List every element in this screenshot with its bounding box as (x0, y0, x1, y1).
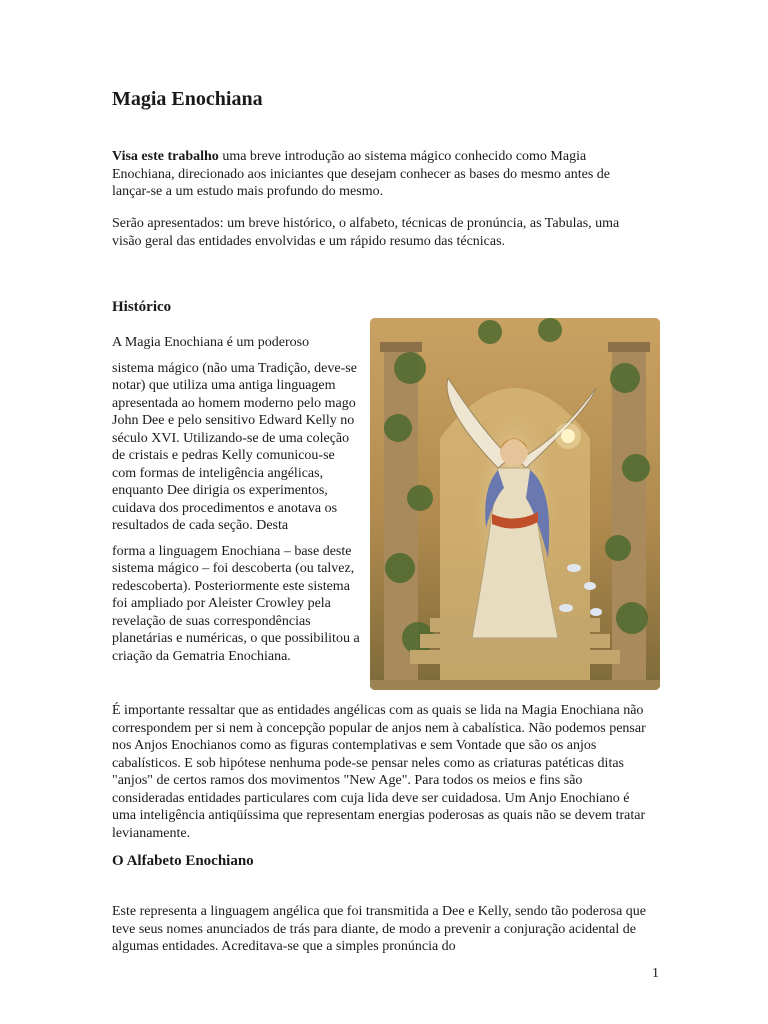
angel-tapestry-image (370, 318, 660, 690)
historico-column-text (112, 334, 362, 665)
page-title: Magia Enochiana (112, 88, 263, 110)
intro-text: uma breve introdução ao sistema mágico conhecido como Magia Enochiana, direcionado aos iniciantes que desejam conhecer as bases do mesmo antes de lançar-se a um estudo mais profundo do mesmo. (112, 149, 610, 199)
angel-tapestry-illustration (370, 318, 660, 690)
intro-bold-lead: Visa este trabalho (112, 149, 219, 164)
intro-paragraph-2: Serão apresentados: um breve histórico, o alfabeto, técnicas de pronúncia, as Tabulas, uma visão geral das entidades envolvidas e um rápido resumo das técnicas. (112, 216, 620, 249)
intro-paragraph (112, 148, 652, 201)
alfabeto-paragraph: Este representa a linguagem angélica que foi transmitida a Dee e Kelly, sendo tão poderosa que teve seus nomes anunciados de trás para diante, de modo a prevenir a conjuração acidental de algumas entidades. Acreditava-se que a simples pronúncia do (112, 904, 646, 954)
historico-text-3: forma a linguagem Enochiana – base deste sistema mágico – foi descoberta (ou talvez, redescoberta). Posteriormente este sistema foi ampliado por Aleister Crowley pela revelação de suas correspondências planetárias e numéricas, o que possibilitou a criação da Gematria Enochiana. (112, 543, 360, 664)
section-heading-alfabeto: O Alfabeto Enochiano (112, 853, 254, 869)
historico-text-1: A Magia Enochiana é um poderoso (112, 335, 310, 350)
historico-text-2: sistema mágico (não uma Tradição, deve-se notar) que utiliza uma antiga linguagem apresentada ao homem moderno pelo mago John Dee e pelo sensitivo Edward Kelly no século XVI. Utilizando-se de uma coleção de cristais e pedras Kelly comunicou-se com formas de inteligência angélicas, enquanto Dee dirigia os experimentos, cuidava dos procedimentos e anotava os resultados de cada seção. Desta (112, 360, 357, 533)
page-number: 1 (652, 966, 659, 981)
historico-full-paragraph: É importante ressaltar que as entidades angélicas com as quais se lida na Magia Enochiana não correspondem per si nem à concepção popular de anjos nem à cabalística. Não podemos pensar nos Anjos Enochianos como as figuras contemplativas e sem Vontade que são os anjos cabalísticos. E sob hipótese nenhuma pode-se pensar neles como as criaturas patéticas ditas "anjos" de certos ramos dos movimentos "New Age". Para todos os meios e fins são consideradas entidades particulares com cuja lida deve ser cuidadosa. Um Anjo Enochiano é uma inteligência antiqüíssima que representam energias poderosas as quais não se devem tratar levianamente. (112, 703, 646, 841)
section-heading-historico: Histórico (112, 299, 172, 315)
